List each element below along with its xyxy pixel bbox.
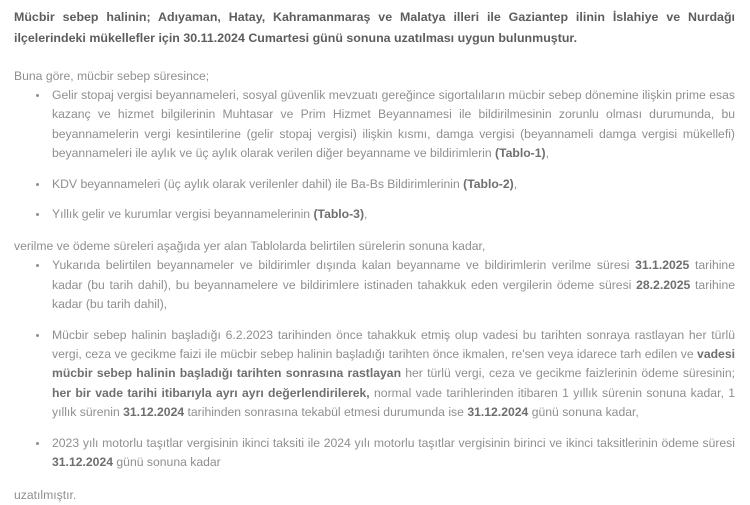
table-reference: (Tablo-2) (463, 176, 514, 191)
list-item-tail: , (545, 146, 549, 161)
list-item (30, 326, 735, 423)
list-item-text: her türlü vergi, ceza ve gecikme faizlerinin ödeme süresinin; (401, 366, 735, 381)
list-item-text: Yukarıda belirtilen beyannameler ve bildirimler dışında kalan beyanname ve bildirimlerin verilme süresi (52, 258, 636, 273)
date-emphasis: 31.12.2024 (467, 405, 529, 420)
page-title: Mücbir sebep halinin; Adıyaman, Hatay, Kahramanmaraş ve Malatya illeri ile Gaziantep ilinin İslahiye ve Nurdağı ilçelerindeki mükellefler için 30.11.2024 Cumartesi günü sonuna uzatılması uygun bulunmuştur. (14, 10, 735, 45)
list-item-text: KDV beyannameleri (üç aylık olarak verilenler dahil) ile Ba-Bs Bildirimlerinin (52, 176, 464, 191)
list-item-tail: , (364, 207, 368, 222)
date-emphasis: 31.12.2024 (52, 455, 113, 470)
list-item-text: Mücbir sebep halinin başladığı 6.2.2023 tarihinden önce tahakkuk etmiş olup vadesi bu tarihten sonraya rastlayan her türlü vergi, ceza ve gecikme faizi ile mücbir sebep halinin başladığı tarihten önce ikmalen, re'sen veya idarece tarh edilen ve (52, 327, 735, 362)
phrase-emphasis: vadesi mücbir sebep halinin başladığı tarihten sonrasına rastlayan (52, 347, 735, 381)
lead-paragraph: Buna göre, mücbir sebep süresince; (14, 69, 210, 83)
list-item (30, 434, 735, 473)
date-emphasis: 31.1.2025 (635, 258, 690, 273)
list-item-text: tarihine kadar (bu tarih dahil), bu beyannamelere ve bildirimlere istinaden tahakkuk eden vergilerin ödeme süresi (52, 258, 735, 292)
phrase-emphasis: her bir vade tarihi itibarıyla ayrı ayrı değerlendirilerek, (52, 385, 370, 400)
date-emphasis: 31.12.2024 (123, 405, 185, 420)
list-item-text: normal vade tarihlerinden itibaren 1 yıllık sürenin sonuna kadar, 1 yıllık sürenin (52, 385, 735, 420)
list-item (30, 86, 735, 164)
declaration-type-list (14, 86, 735, 224)
date-emphasis: 28.2.2025 (636, 277, 691, 292)
list-item-tail: , (513, 176, 518, 191)
list-item-text: günü sonuna kadar, (528, 405, 639, 420)
deadline-list (14, 256, 735, 472)
list-item (30, 205, 735, 224)
list-item-text: Yıllık gelir ve kurumlar vergisi beyannamelerinin (52, 207, 314, 222)
table-reference: (Tablo-1) (495, 146, 546, 161)
list-item-text: tarihinden sonrasına tekabül etmesi durumunda ise (184, 405, 468, 420)
list-item (30, 256, 735, 314)
list-item-text: Gelir stopaj vergisi beyannameleri, sosyal güvenlik mevzuatı gereğince sigortalıların mücbir sebep dönemine ilişkin prime esas kazanç ve hizmet bilgilerinin Muhtasar ve Prim Hizmet Beyannamesi ile bildirilmesinin zorunlu olması durumunda, bu beyannamelerin vergi kesintilerine (gelir stopaj vergisi) ilişkin kısmı, damga vergisi (beyannameli damga vergisi mükellefi) beyannameleri ile aylık ve üç aylık olarak verilen diğer beyanname ve bildirimlerin (52, 88, 735, 161)
list-item-text: 2023 yılı motorlu taşıtlar vergisinin ikinci taksiti ile 2024 yılı motorlu taşıtlar vergisinin birinci ve ikinci taksitlerinin ödeme süresi (52, 435, 735, 450)
list-item (30, 175, 735, 194)
mid-paragraph: verilme ve ödeme süreleri aşağıda yer alan Tablolarda belirtilen sürelerin sonuna kadar, (14, 239, 486, 254)
list-item-text: günü sonuna kadar (113, 455, 221, 470)
table-reference: (Tablo-3) (313, 207, 365, 222)
list-item-text: tarihine kadar (bu tarih dahil), (52, 277, 736, 312)
closing-paragraph: uzatılmıştır. (14, 487, 77, 502)
